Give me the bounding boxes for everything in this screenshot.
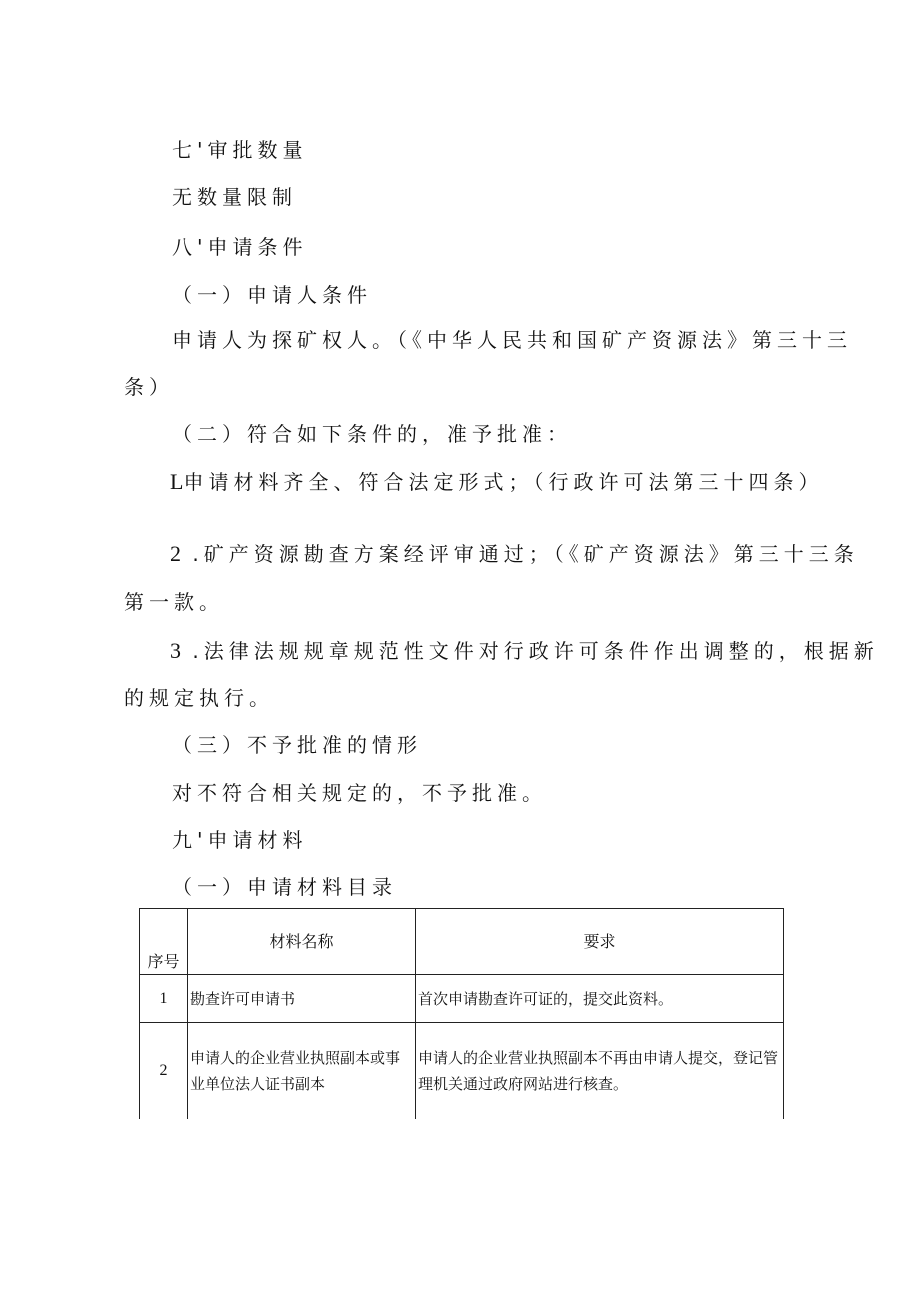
table-header-row bbox=[140, 909, 784, 975]
section-8-subheading-1: （一）申请人条件 bbox=[172, 283, 372, 307]
row-2-requirement bbox=[416, 1023, 784, 1119]
condition-3-text: .法律法规规章规范性文件对行政许可条件作出调整的，根据新 bbox=[192, 639, 879, 663]
condition-2-line2: 第一款。 bbox=[124, 590, 224, 614]
table-row bbox=[140, 1023, 784, 1119]
condition-1-number: L bbox=[170, 469, 184, 494]
materials-table bbox=[139, 908, 784, 1119]
section-8-subheading-2: （二）符合如下条件的，准予批准： bbox=[172, 422, 572, 446]
section-8-title: 八'申请条件 bbox=[172, 235, 308, 259]
row-1-requirement bbox=[416, 975, 784, 1023]
table-row bbox=[140, 975, 784, 1023]
section-7-title: 七'审批数量 bbox=[172, 138, 308, 162]
section-7-body: 无数量限制 bbox=[172, 185, 297, 209]
section-8-sub3-body: 对不符合相关规定的，不予批准。 bbox=[172, 781, 547, 805]
condition-3-number: 3 bbox=[170, 638, 181, 663]
row-2-requirement-text: 申请人的企业营业执照副本不再由申请人提交，登记管理机关通过政府网站进行核查。 bbox=[418, 1049, 779, 1093]
condition-1 bbox=[170, 471, 823, 493]
row-1-name bbox=[188, 975, 416, 1023]
condition-3-line2: 的规定执行。 bbox=[124, 686, 274, 710]
condition-1-text: 申请材料齐全、符合法定形式；（行政许可法第三十四条） bbox=[183, 470, 824, 494]
condition-2-text: .矿产资源勘查方案经评审通过；（《矿产资源法》第三十三条 bbox=[192, 542, 859, 566]
section-8-subheading-3: （三）不予批准的情形 bbox=[172, 733, 422, 757]
row-2-name bbox=[188, 1023, 416, 1119]
header-no: 序号 bbox=[140, 909, 188, 975]
row-2-name-text: 申请人的企业营业执照副本或事业单位法人证书副本 bbox=[190, 1049, 401, 1093]
header-name: 材料名称 bbox=[188, 909, 416, 975]
section-8-sub1-body-line1: 申请人为探矿权人。（《中华人民共和国矿产资源法》第三十三 bbox=[172, 328, 852, 352]
condition-2-number: 2 bbox=[170, 541, 181, 566]
row-1-requirement-text: 首次申请勘查许可证的，提交此资料。 bbox=[418, 989, 674, 1008]
row-2-no: 2 bbox=[140, 1023, 188, 1119]
section-9-title: 九'申请材料 bbox=[172, 828, 308, 852]
condition-3-line1 bbox=[170, 640, 879, 662]
row-1-no: 1 bbox=[140, 975, 188, 1023]
condition-2-line1 bbox=[170, 543, 859, 565]
row-1-name-text: 勘查许可申请书 bbox=[190, 989, 296, 1008]
section-9-subheading-1: （一）申请材料目录 bbox=[172, 875, 397, 899]
section-8-sub1-body-line2: 条） bbox=[124, 375, 174, 399]
header-requirement: 要求 bbox=[416, 909, 784, 975]
